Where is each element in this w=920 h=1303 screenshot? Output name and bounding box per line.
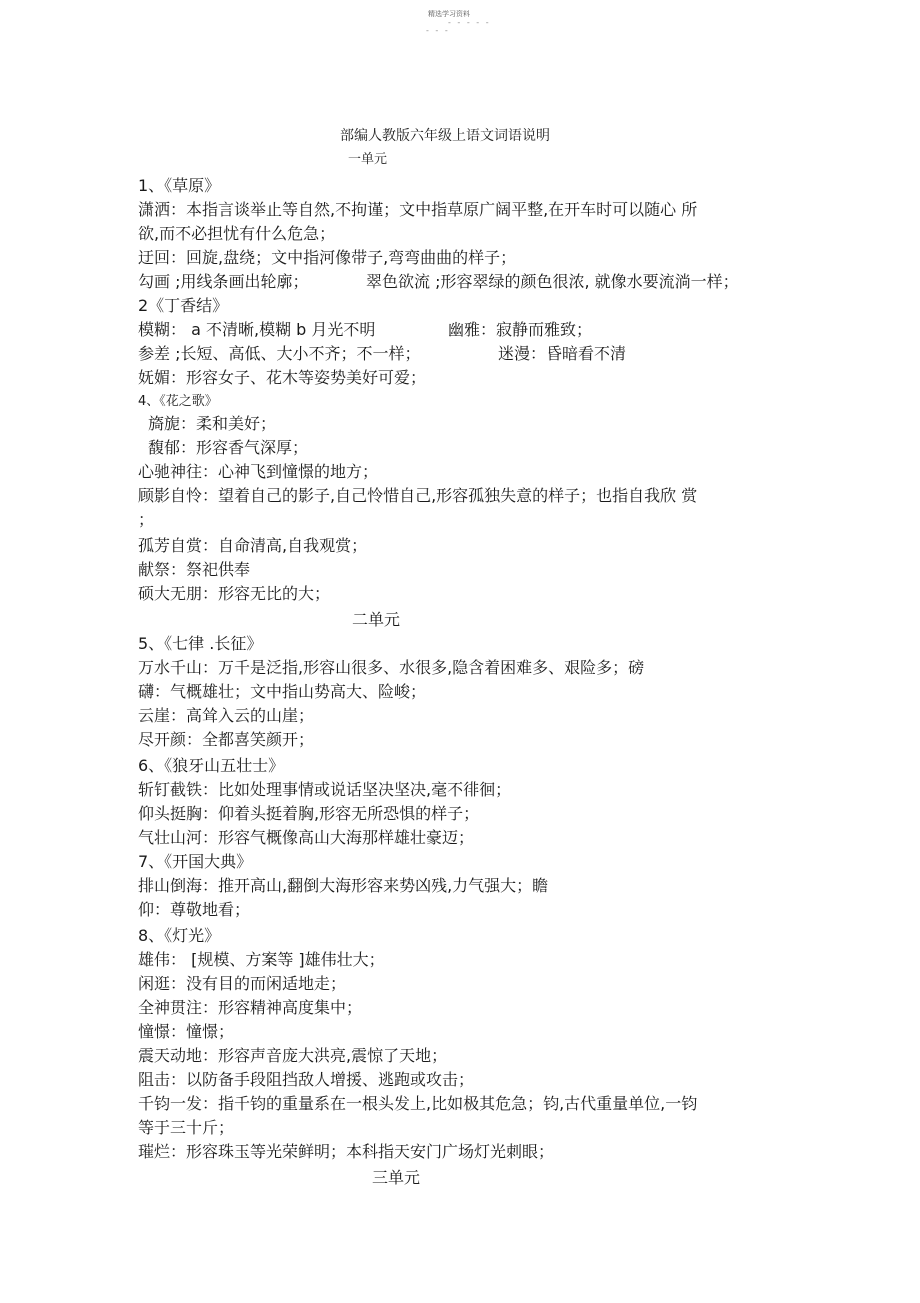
vocab-entry: 硕大无朋：形容无比的大； bbox=[138, 584, 331, 603]
vocab-entry: 璀烂：形容珠玉等光荣鲜明；本科指天安门广场灯光刺眼； bbox=[138, 1142, 555, 1161]
lesson-heading: 4、《花之歌》 bbox=[138, 394, 218, 409]
vocab-entry: 等于三十斤； bbox=[138, 1118, 235, 1137]
vocab-entry: ； bbox=[138, 510, 155, 529]
vocab-entry: 尽开颜：全都喜笑颜开； bbox=[138, 730, 315, 749]
vocab-entry: 旖旎：柔和美好； bbox=[148, 414, 277, 433]
vocab-entry: 翠色欲流 ;形容翠绿的颜色很浓, 就像水要流淌一样； bbox=[366, 272, 739, 291]
vocab-entry: 欲,而不必担忧有什么危急； bbox=[138, 224, 336, 243]
vocab-entry: 云崖：高耸入云的山崖； bbox=[138, 706, 315, 725]
vocab-entry: 迂回：回旋,盘绕；文中指河像带子,弯弯曲曲的样子； bbox=[138, 248, 517, 267]
vocab-entry: 幽雅：寂静而雅致； bbox=[448, 320, 593, 339]
vocab-entry: 勾画 ;用线条画出轮廓； bbox=[138, 272, 309, 291]
vocab-entry: 孤芳自赏：自命清高,自我观赏； bbox=[138, 536, 368, 555]
vocab-entry-pair bbox=[138, 320, 593, 340]
header-dashes: - - - - - bbox=[448, 18, 491, 27]
unit-heading: 二单元 bbox=[352, 610, 401, 629]
header-dashes: - - - bbox=[426, 26, 450, 35]
vocab-entry: 仰：尊敬地看； bbox=[138, 900, 251, 919]
vocab-entry: 参差 ;长短、高低、大小不齐；不一样； bbox=[138, 344, 421, 363]
vocab-entry: 排山倒海：推开高山,翻倒大海形容来势凶残,力气强大；瞻 bbox=[138, 876, 549, 895]
vocab-entry: 气壮山河：形容气概像高山大海那样雄壮豪迈； bbox=[138, 828, 475, 847]
vocab-entry: 雄伟： [规模、方案等 ]雄伟壮大； bbox=[138, 950, 385, 969]
lesson-heading: 6、《狼牙山五壮士》 bbox=[138, 756, 285, 775]
lesson-heading: 1、《草原》 bbox=[138, 176, 221, 195]
vocab-entry: 憧憬：憧憬； bbox=[138, 1022, 235, 1041]
vocab-entry: 献祭：祭祀供奉 bbox=[138, 560, 251, 579]
vocab-entry: 潇洒：本指言谈举止等自然,不拘谨；文中指草原广阔平整,在开车时可以随心 所 bbox=[138, 200, 698, 219]
vocab-entry: 迷漫：昏暗看不清 bbox=[498, 344, 627, 363]
vocab-entry: 妩媚：形容女子、花木等姿势美好可爱； bbox=[138, 368, 427, 387]
lesson-heading: 2《丁香结》 bbox=[138, 296, 229, 315]
vocab-entry: 礴：气概雄壮；文中指山势高大、险峻； bbox=[138, 682, 427, 701]
vocab-entry: 仰头挺胸：仰着头挺着胸,形容无所恐惧的样子； bbox=[138, 804, 480, 823]
lesson-heading: 5、《七律 .长征》 bbox=[138, 634, 263, 653]
vocab-entry: 馥郁：形容香气深厚； bbox=[148, 438, 309, 457]
vocab-entry: 阻击：以防备手段阻挡敌人增援、逃跑或攻击； bbox=[138, 1070, 475, 1089]
unit-heading: 三单元 bbox=[372, 1168, 421, 1187]
lesson-heading: 7、《开国大典》 bbox=[138, 852, 253, 871]
vocab-entry: 千钧一发：指千钧的重量系在一根头发上,比如极其危急；钧,古代重量单位,一钧 bbox=[138, 1094, 698, 1113]
vocab-entry: 斩钉截铁：比如处理事情或说话坚决坚决,毫不徘徊； bbox=[138, 780, 512, 799]
page-header-label: 精选学习资料 bbox=[428, 10, 470, 18]
vocab-entry: 震天动地：形容声音庞大洪亮,震惊了天地； bbox=[138, 1046, 448, 1065]
vocab-entry: 顾影自怜：望着自己的影子,自己怜惜自己,形容孤独失意的样子；也指自我欣 赏 bbox=[138, 486, 698, 505]
vocab-entry: 模糊： a 不清晰,模糊 b 月光不明 bbox=[138, 320, 376, 339]
document-title: 部编人教版六年级上语文词语说明 bbox=[340, 128, 550, 144]
vocab-entry: 心驰神往：心神飞到憧憬的地方； bbox=[138, 462, 379, 481]
vocab-entry: 万水千山：万千是泛指,形容山很多、水很多,隐含着困难多、艰险多；磅 bbox=[138, 658, 645, 677]
vocab-entry-pair bbox=[138, 272, 739, 292]
vocab-entry: 全神贯注：形容精神高度集中； bbox=[138, 998, 363, 1017]
vocab-entry-pair bbox=[138, 344, 627, 364]
vocab-entry: 闲逛：没有目的而闲适地走； bbox=[138, 974, 347, 993]
lesson-heading: 8、《灯光》 bbox=[138, 926, 221, 945]
unit-heading: 一单元 bbox=[348, 152, 388, 167]
